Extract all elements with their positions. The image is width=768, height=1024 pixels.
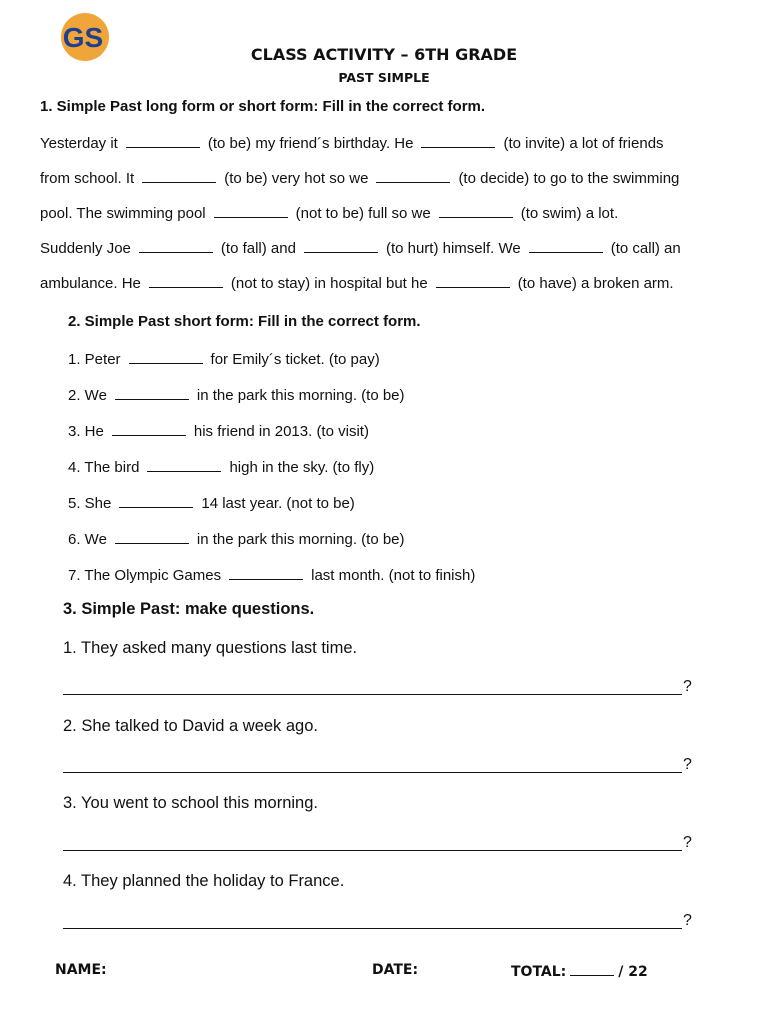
section1-heading: 1. Simple Past long form or short form: Fill in the correct form. — [40, 98, 486, 115]
total-score — [511, 962, 648, 980]
answer-blank[interactable] — [139, 239, 213, 253]
answer-blank[interactable] — [439, 204, 513, 218]
line-text: (to decide) to go to the swimming — [458, 170, 680, 187]
answer-blank[interactable] — [147, 458, 221, 472]
name-label: NAME: — [55, 962, 107, 978]
answer-blank[interactable] — [421, 134, 495, 148]
item-text: 5. She — [68, 495, 112, 512]
item-text: 3. He — [68, 423, 104, 440]
question-mark: ? — [683, 834, 692, 851]
line-text: (not to stay) in hospital but he — [230, 275, 428, 292]
total-label: TOTAL: — [511, 964, 567, 980]
list-item — [68, 566, 475, 584]
answer-line[interactable] — [63, 771, 682, 773]
line-text: from school. It — [40, 170, 135, 187]
line-text: Yesterday it — [40, 135, 118, 152]
date-label: DATE: — [372, 962, 419, 978]
page-subtitle: PAST SIMPLE — [338, 70, 430, 85]
score-blank[interactable] — [570, 962, 614, 976]
answer-line[interactable] — [63, 927, 682, 929]
item-text: high in the sky. (to fly) — [229, 459, 375, 476]
line-text: (to swim) a lot. — [520, 205, 619, 222]
item-text: 7. The Olympic Games — [68, 567, 222, 584]
item-text: his friend in 2013. (to visit) — [193, 423, 369, 440]
answer-blank[interactable] — [214, 204, 288, 218]
list-item — [68, 458, 374, 476]
list-item — [68, 494, 355, 512]
item-text: 4. The bird — [68, 459, 140, 476]
answer-blank[interactable] — [129, 350, 203, 364]
answer-blank[interactable] — [149, 274, 223, 288]
paragraph-line — [40, 274, 674, 292]
question-prompt: 4. They planned the holiday to France. — [63, 872, 345, 890]
paragraph-line — [40, 134, 664, 152]
answer-blank[interactable] — [529, 239, 603, 253]
list-item — [68, 530, 405, 548]
item-text: 2. We — [68, 387, 107, 404]
list-item — [68, 386, 405, 404]
question-mark: ? — [683, 912, 692, 929]
answer-blank[interactable] — [376, 169, 450, 183]
list-item — [68, 422, 369, 440]
item-text: in the park this morning. (to be) — [196, 531, 405, 548]
line-text: (to invite) a lot of friends — [503, 135, 664, 152]
line-text: (not to be) full so we — [295, 205, 431, 222]
item-text: for Emily´s ticket. (to pay) — [210, 351, 380, 368]
line-text: (to fall) and — [220, 240, 296, 257]
answer-blank[interactable] — [436, 274, 510, 288]
line-text: (to have) a broken arm. — [517, 275, 674, 292]
answer-blank[interactable] — [229, 566, 303, 580]
line-text: pool. The swimming pool — [40, 205, 206, 222]
list-item — [68, 350, 380, 368]
answer-blank[interactable] — [142, 169, 216, 183]
section3-heading: 3. Simple Past: make questions. — [63, 600, 315, 618]
answer-blank[interactable] — [115, 530, 189, 544]
logo-text: GS — [62, 22, 104, 53]
item-text: 1. Peter — [68, 351, 121, 368]
line-text: (to hurt) himself. We — [385, 240, 521, 257]
answer-blank[interactable] — [115, 386, 189, 400]
line-text: (to be) very hot so we — [224, 170, 369, 187]
question-mark: ? — [683, 678, 692, 695]
section2-heading: 2. Simple Past short form: Fill in the correct form. — [68, 313, 421, 330]
paragraph-line — [40, 204, 618, 222]
item-text: last month. (not to finish) — [311, 567, 476, 584]
question-prompt: 1. They asked many questions last time. — [63, 639, 358, 657]
answer-blank[interactable] — [304, 239, 378, 253]
paragraph-line — [40, 239, 681, 257]
question-prompt: 3. You went to school this morning. — [63, 794, 318, 812]
line-text: ambulance. He — [40, 275, 141, 292]
answer-blank[interactable] — [112, 422, 186, 436]
paragraph-line — [40, 169, 679, 187]
question-prompt: 2. She talked to David a week ago. — [63, 717, 318, 735]
item-text: in the park this morning. (to be) — [196, 387, 405, 404]
answer-line[interactable] — [63, 693, 682, 695]
page-title: CLASS ACTIVITY – 6TH GRADE — [250, 45, 518, 64]
question-mark: ? — [683, 756, 692, 773]
line-text: (to be) my friend´s birthday. He — [207, 135, 414, 152]
answer-blank[interactable] — [119, 494, 193, 508]
line-text: (to call) an — [610, 240, 681, 257]
answer-line[interactable] — [63, 849, 682, 851]
answer-blank[interactable] — [126, 134, 200, 148]
line-text: Suddenly Joe — [40, 240, 131, 257]
item-text: 14 last year. (not to be) — [201, 495, 355, 512]
item-text: 6. We — [68, 531, 107, 548]
total-suffix: / 22 — [618, 964, 648, 980]
